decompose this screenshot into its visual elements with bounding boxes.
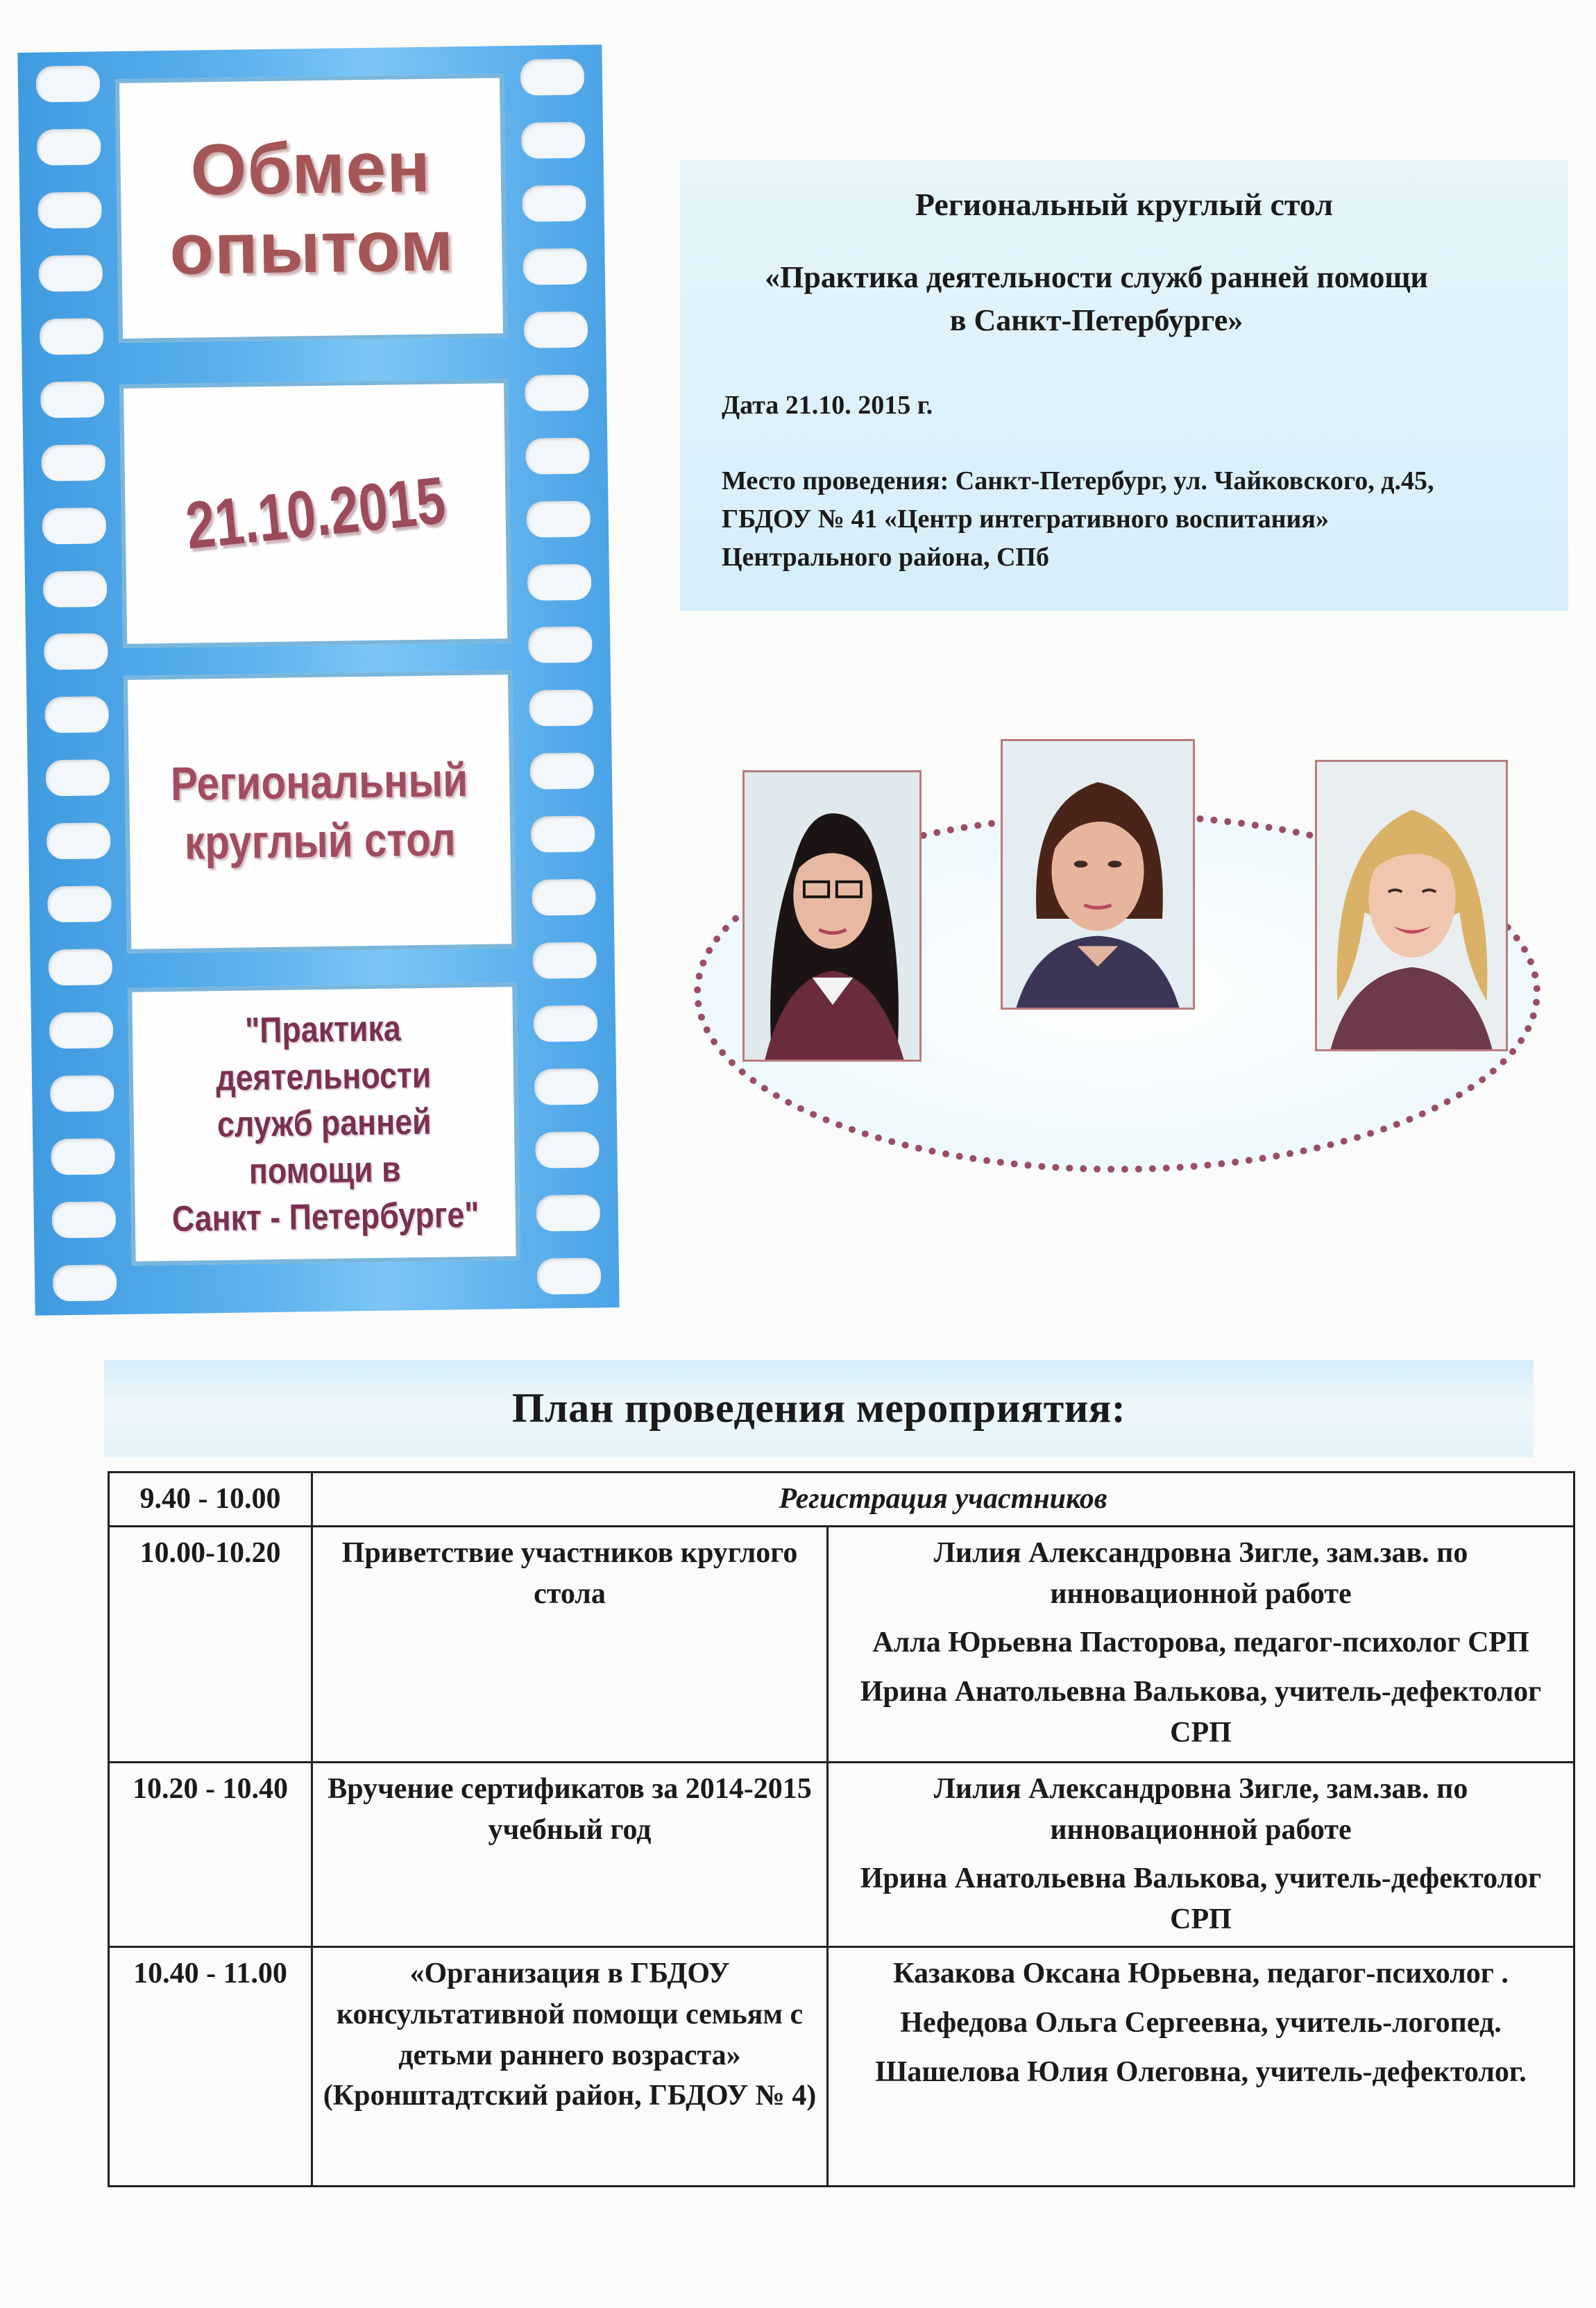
frame1-line2: опытом xyxy=(169,205,455,290)
speaker-photo-2 xyxy=(1001,739,1195,1010)
info-place-line3: Центрального района, СПб xyxy=(722,543,1049,572)
frame2-date: 21.10.2015 xyxy=(182,463,449,563)
speaker: Лилия Александровна Зигле, зам.зав. по инновационной работе xyxy=(933,1772,1468,1846)
info-date: Дата 21.10. 2015 г. xyxy=(722,390,933,420)
speaker: Нефедова Ольга Сергеевна, учитель-логопед. xyxy=(900,2006,1502,2039)
schedule-table xyxy=(108,1471,1575,2187)
film-holes-right xyxy=(520,59,602,1295)
speaker: Ирина Анатольевна Валькова, учитель-дефектолог СРП xyxy=(860,1862,1542,1936)
frame4-line4: помощи в xyxy=(248,1149,401,1192)
row-topic: Вручение сертификатов за 2014-2015 учебный год xyxy=(312,1762,828,1946)
frame1-line1: Обмен xyxy=(189,126,432,211)
speaker: Алла Юрьевна Пасторова, педагог-психолог СРП xyxy=(872,1627,1529,1659)
speaker: Шашелова Юлия Олеговна, учитель-дефектолог. xyxy=(875,2055,1527,2088)
row-topic: «Организация в ГБДОУ консультативной помощи семьям с детьми раннего возраста» (Кронштадтский район, ГБДОУ № 4) xyxy=(312,1946,828,2186)
info-title: Региональный круглый стол xyxy=(915,187,1334,222)
frame3-line2: круглый стол xyxy=(184,813,457,869)
speaker: Лилия Александровна Зигле, зам.зав. по инновационной работе xyxy=(933,1536,1468,1610)
plan-title: План проведения мероприятия: xyxy=(511,1385,1126,1431)
frame4-line3: служб ранней xyxy=(217,1102,432,1146)
info-place xyxy=(722,462,1547,577)
row-topic: Приветствие участников круглого стола xyxy=(312,1526,828,1762)
row-speakers xyxy=(828,1762,1574,1946)
film-frame-exchange xyxy=(115,74,507,343)
speaker: Казакова Оксана Юрьевна, педагог-психолог . xyxy=(893,1957,1509,1989)
info-place-line1: Место проведения: Санкт-Петербург, ул. Чайковского, д.45, xyxy=(722,466,1434,495)
row-speakers xyxy=(828,1946,1574,2186)
frame4-line5: Санкт - Петербурге" xyxy=(171,1195,479,1240)
table-row xyxy=(109,1762,1574,1946)
row-time: 10.40 - 11.00 xyxy=(109,1946,312,2186)
event-info-box xyxy=(680,160,1568,611)
table-row xyxy=(109,1526,1574,1762)
speaker-photos xyxy=(680,729,1568,1200)
film-frame-practice xyxy=(128,983,520,1266)
frame3-line1: Региональный xyxy=(170,754,468,811)
film-frame-date xyxy=(119,379,511,648)
info-subtitle xyxy=(701,256,1492,343)
row-speakers xyxy=(828,1526,1574,1762)
frame4-line1: "Практика xyxy=(244,1008,401,1051)
info-place-line2: ГБДОУ № 41 «Центр интегративного воспитания» xyxy=(722,504,1329,534)
info-subtitle-line2: в Санкт-Петербурге» xyxy=(949,303,1243,338)
film-frame-roundtable xyxy=(124,670,516,953)
film-holes-left xyxy=(36,65,117,1301)
row-topic: Регистрация участников xyxy=(312,1473,1574,1527)
frame4-line2: деятельности xyxy=(215,1055,432,1098)
speaker-photo-3 xyxy=(1315,760,1508,1051)
table-row xyxy=(109,1473,1574,1527)
table-row xyxy=(109,1946,1574,2186)
row-time: 9.40 - 10.00 xyxy=(109,1473,312,1527)
speaker-photo-1 xyxy=(742,770,922,1062)
row-time: 10.20 - 10.40 xyxy=(109,1762,312,1946)
speaker: Ирина Анатольевна Валькова, учитель-дефектолог СРП xyxy=(860,1676,1542,1749)
row-time: 10.00-10.20 xyxy=(109,1526,312,1762)
info-subtitle-line1: «Практика деятельности служб ранней помощи xyxy=(765,260,1428,294)
film-strip xyxy=(17,44,619,1316)
